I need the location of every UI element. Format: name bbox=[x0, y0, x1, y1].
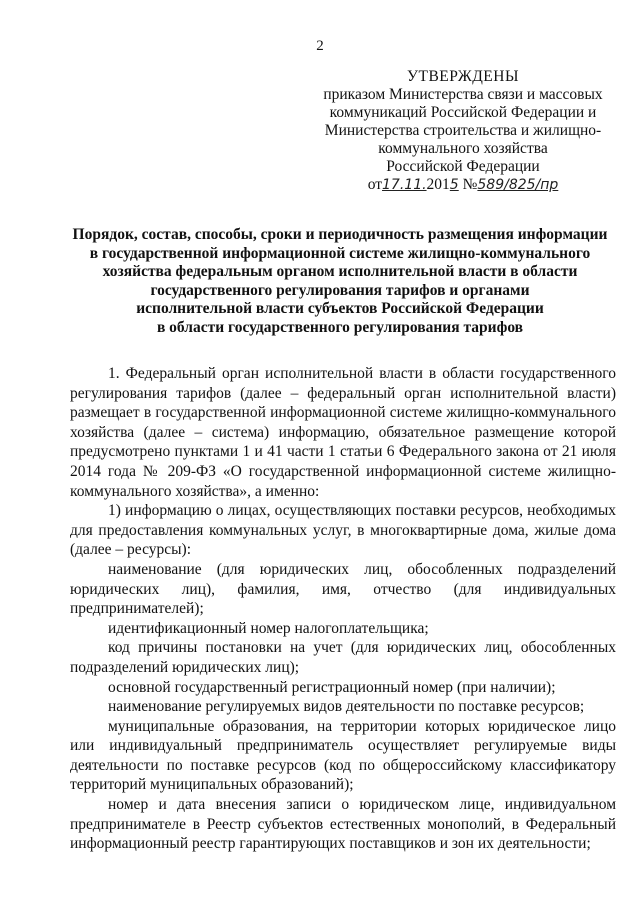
page-number: 2 bbox=[316, 38, 324, 54]
title-line: Порядок, состав, способы, сроки и периодичность размещения информации bbox=[72, 226, 608, 243]
document-title bbox=[70, 226, 610, 337]
body-paragraph: наименование регулируемых видов деятельности по поставке ресурсов; bbox=[108, 698, 585, 716]
body-paragraph: номер и дата внесения записи о юридическом лице, индивидуальном предпринимателе в Реестр субъектов естественных монополий, в Федеральный информационный реестр гарантирующих поставщиков и зон их деятельности; bbox=[70, 796, 616, 853]
body-paragraph: идентификационный номер налогоплательщика; bbox=[108, 619, 429, 637]
body-paragraph: основной государственный регистрационный номер (при наличии); bbox=[108, 678, 556, 696]
body-paragraph: 1) информацию о лицах, осуществляющих поставки ресурсов, необходимых для предоставления коммунальных услуг, в многоквартирные дома, жилые дома (далее – ресурсы): bbox=[70, 502, 616, 559]
approval-line: коммунального хозяйства bbox=[378, 140, 548, 157]
approval-line: Российской Федерации bbox=[386, 158, 540, 175]
body-paragraph: наименование (для юридических лиц, обособленных подразделений юридических лиц), фамилия, имя, отчество (для индивидуальных предпринимателей); bbox=[70, 560, 616, 618]
date-prefix: от bbox=[367, 176, 383, 193]
approval-block bbox=[318, 68, 608, 194]
approval-date-line bbox=[318, 176, 608, 194]
approval-line: Министерства строительства и жилищно- bbox=[324, 122, 602, 139]
number-sign: № bbox=[462, 176, 478, 193]
handwritten-order-number: 589/825/пр bbox=[477, 177, 559, 193]
date-year-prefix: 201 bbox=[426, 176, 450, 193]
approval-title: УТВЕРЖДЕНЫ bbox=[407, 68, 519, 85]
body-paragraph: 1. Федеральный орган исполнительной власти в области государственного регулирования тарифов (далее – федеральный орган исполнительной власти) размещает в государственной информационной системе жилищно-коммунального хозяйства (далее – система) информацию, обязательное размещение которой предусмотрено пунктами 1 и 41 части 1 статьи 6 Федерального закона от 21 июля 2014 года № 209-ФЗ «О государственной информационной системе жилищно-коммунального хозяйства», а именно: bbox=[70, 365, 616, 500]
title-line: в государственной информационной системе жилищно-коммунального bbox=[89, 244, 591, 262]
title-line: исполнительной власти субъектов Российской Федерации bbox=[136, 300, 544, 317]
title-line: государственного регулирования тарифов и органами bbox=[150, 281, 530, 299]
title-line: хозяйства федеральным органом исполнительной власти в области bbox=[102, 263, 578, 280]
body-paragraph: код причины постановки на учет (для юридических лиц, обособленных подразделений юридических лиц); bbox=[70, 639, 616, 676]
approval-line: приказом Министерства связи и массовых bbox=[323, 86, 603, 103]
approval-line: коммуникаций Российской Федерации и bbox=[329, 104, 597, 121]
title-line: в области государственного регулирования тарифов bbox=[156, 318, 524, 336]
document-body bbox=[70, 364, 616, 854]
handwritten-date: 17.11. bbox=[382, 177, 427, 193]
body-paragraph: муниципальные образования, на территории которых юридическое лицо или индивидуальный предприниматель осуществляет регулируемые виды деятельности по поставке ресурсов (код по общероссийскому классификатору территорий муниципальных образований); bbox=[70, 717, 616, 794]
handwritten-year-digit: 5 bbox=[449, 177, 459, 193]
